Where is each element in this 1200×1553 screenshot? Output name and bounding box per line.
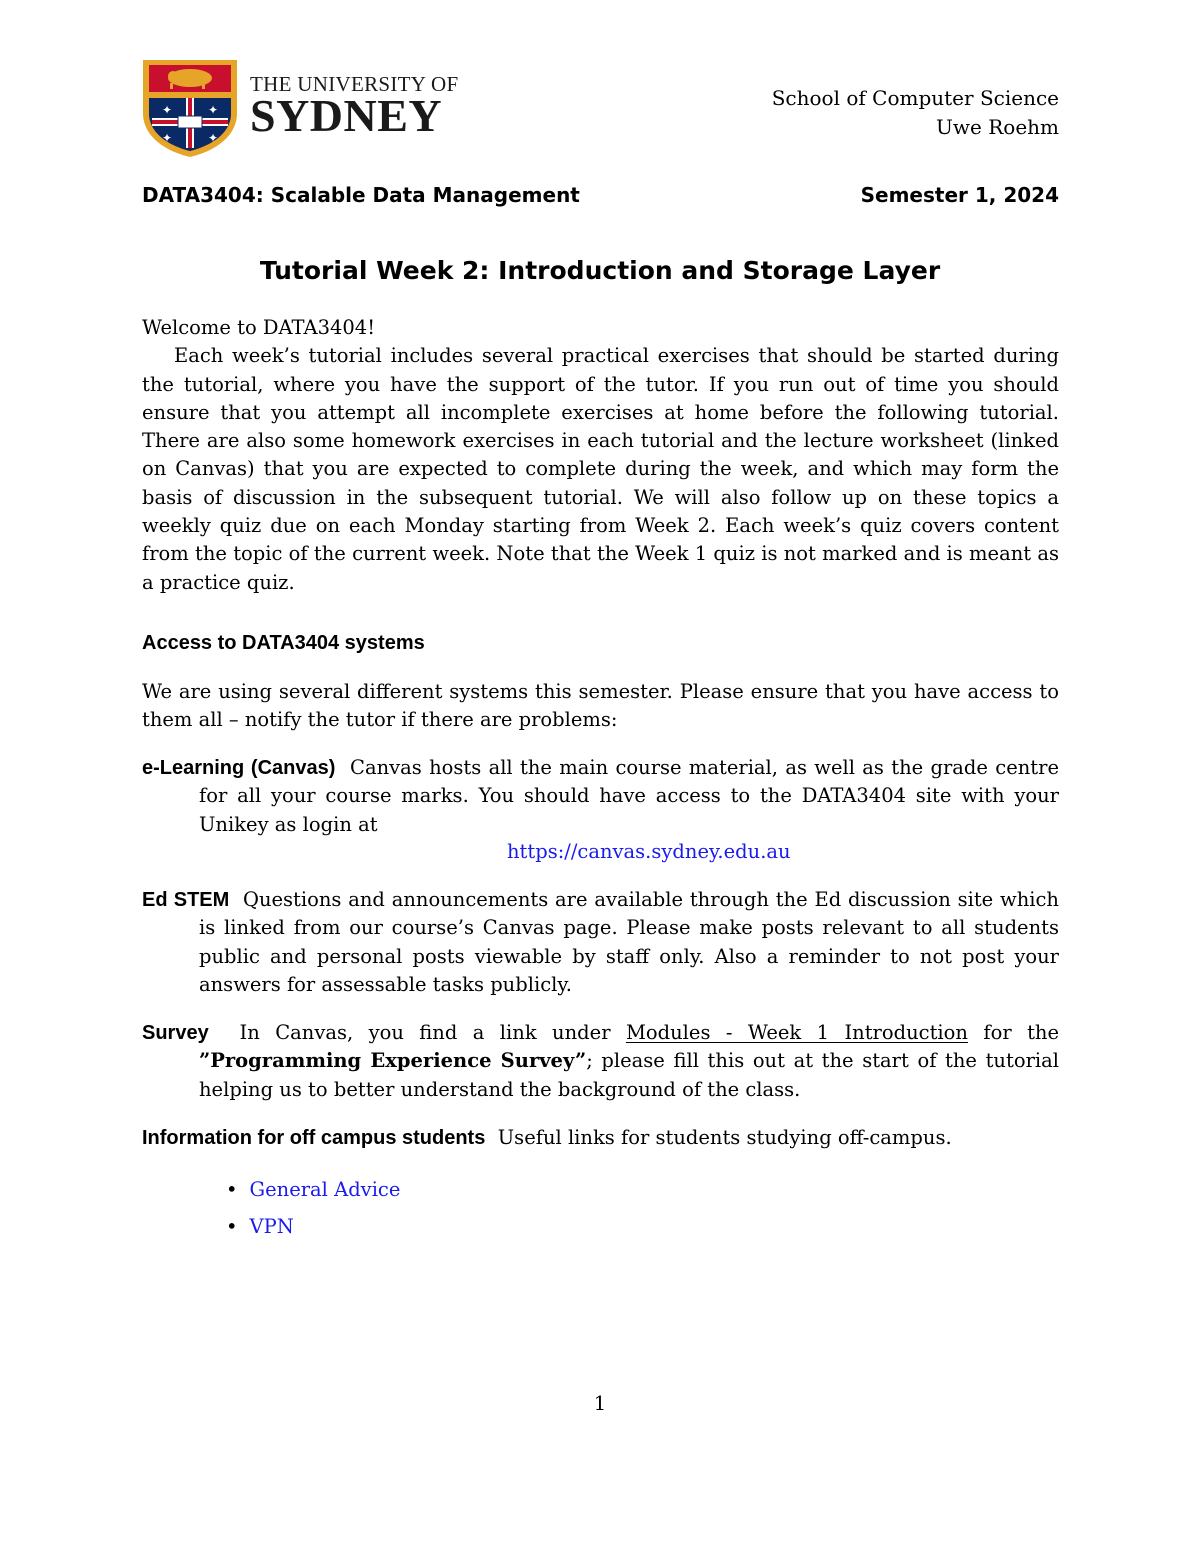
vpn-link[interactable]: VPN: [249, 1215, 294, 1238]
bullet-icon: •: [226, 1178, 238, 1201]
term-edstem: Ed STEM: [142, 889, 230, 911]
list-item: [226, 1171, 400, 1208]
university-wordmark: [250, 74, 458, 139]
semester-label: Semester 1, 2024: [860, 183, 1059, 207]
description-item-survey: [142, 1019, 1059, 1104]
survey-text-mid: for the: [983, 1021, 1059, 1044]
survey-text-before: In Canvas, you find a link under: [239, 1021, 611, 1044]
course-row: [142, 183, 1059, 207]
description-item-offcampus: [142, 1124, 1059, 1152]
term-elearning: e-Learning (Canvas): [142, 757, 336, 779]
page-title: Tutorial Week 2: Introduction and Storage Layer: [259, 256, 941, 285]
elearning-text: Canvas hosts all the main course material, as well as the grade centre for all your course marks. You should have access to the DATA3404 site with your Unikey as login at: [199, 756, 1059, 836]
offcampus-text: Useful links for students studying off-campus.: [497, 1126, 952, 1149]
term-offcampus: Information for off campus students: [142, 1127, 486, 1149]
svg-text:✦: ✦: [207, 103, 219, 117]
survey-name: ”Programming Experience Survey”: [199, 1049, 587, 1073]
school-name: School of Computer Science: [771, 86, 1059, 110]
svg-text:✦: ✦: [161, 131, 173, 145]
modules-week1-link[interactable]: Modules - Week 1 Introduction: [625, 1021, 968, 1044]
offcampus-link-list: [226, 1171, 400, 1245]
list-item: [226, 1208, 400, 1245]
section-heading-access: Access to DATA3404 systems: [142, 632, 425, 654]
bullet-icon: •: [226, 1215, 238, 1238]
welcome-line: Welcome to DATA3404!: [142, 316, 376, 339]
wordmark-line-2: SYDNEY: [250, 90, 443, 141]
course-title: DATA3404: Scalable Data Management: [142, 183, 580, 207]
description-item-elearning: [142, 754, 1059, 839]
page-number: 1: [593, 1392, 607, 1415]
description-item-edstem: [142, 886, 1059, 999]
author-name: Uwe Roehm: [936, 115, 1059, 139]
school-block: [772, 84, 1059, 142]
general-advice-link[interactable]: General Advice: [249, 1178, 401, 1201]
svg-text:✦: ✦: [161, 103, 173, 117]
survey-text-after: ; please fill this out at the start of the tutorial helping us to better understand the background of the class.: [199, 1049, 1059, 1101]
intro-section: [142, 314, 1059, 597]
access-intro-paragraph: We are using several different systems this semester. Please ensure that you have access to them all – notify the tutor if there are problems:: [142, 680, 1059, 732]
canvas-url-link[interactable]: https://canvas.sydney.edu.au: [507, 840, 791, 863]
intro-paragraph: Each week’s tutorial includes several practical exercises that should be started during the tutorial, where you have the support of the tutor. If you run out of time you should ensure that you attempt all incomplete exercises at home before the following tutorial. There are also some homework exercises in each tutorial and the lecture worksheet (linked on Canvas) that you are expected to complete during the week, and which may form the basis of discussion in the subsequent tutorial. We will also follow up on these topics a weekly quiz due on each Monday starting from Week 2. Each week’s quiz covers content from the topic of the current week. Note that the Week 1 quiz is not marked and is meant as a practice quiz.: [142, 344, 1059, 594]
term-survey: Survey: [142, 1022, 209, 1044]
edstem-text: Questions and announcements are available through the Ed discussion site which is linked from our course’s Canvas page. Please make posts relevant to all students public and personal posts viewable by staff only. Also a reminder to not post your answers for assessable tasks publicly.: [199, 888, 1059, 996]
wordmark-line-1: THE UNIVERSITY OF: [250, 72, 459, 96]
svg-text:✦: ✦: [207, 131, 219, 145]
